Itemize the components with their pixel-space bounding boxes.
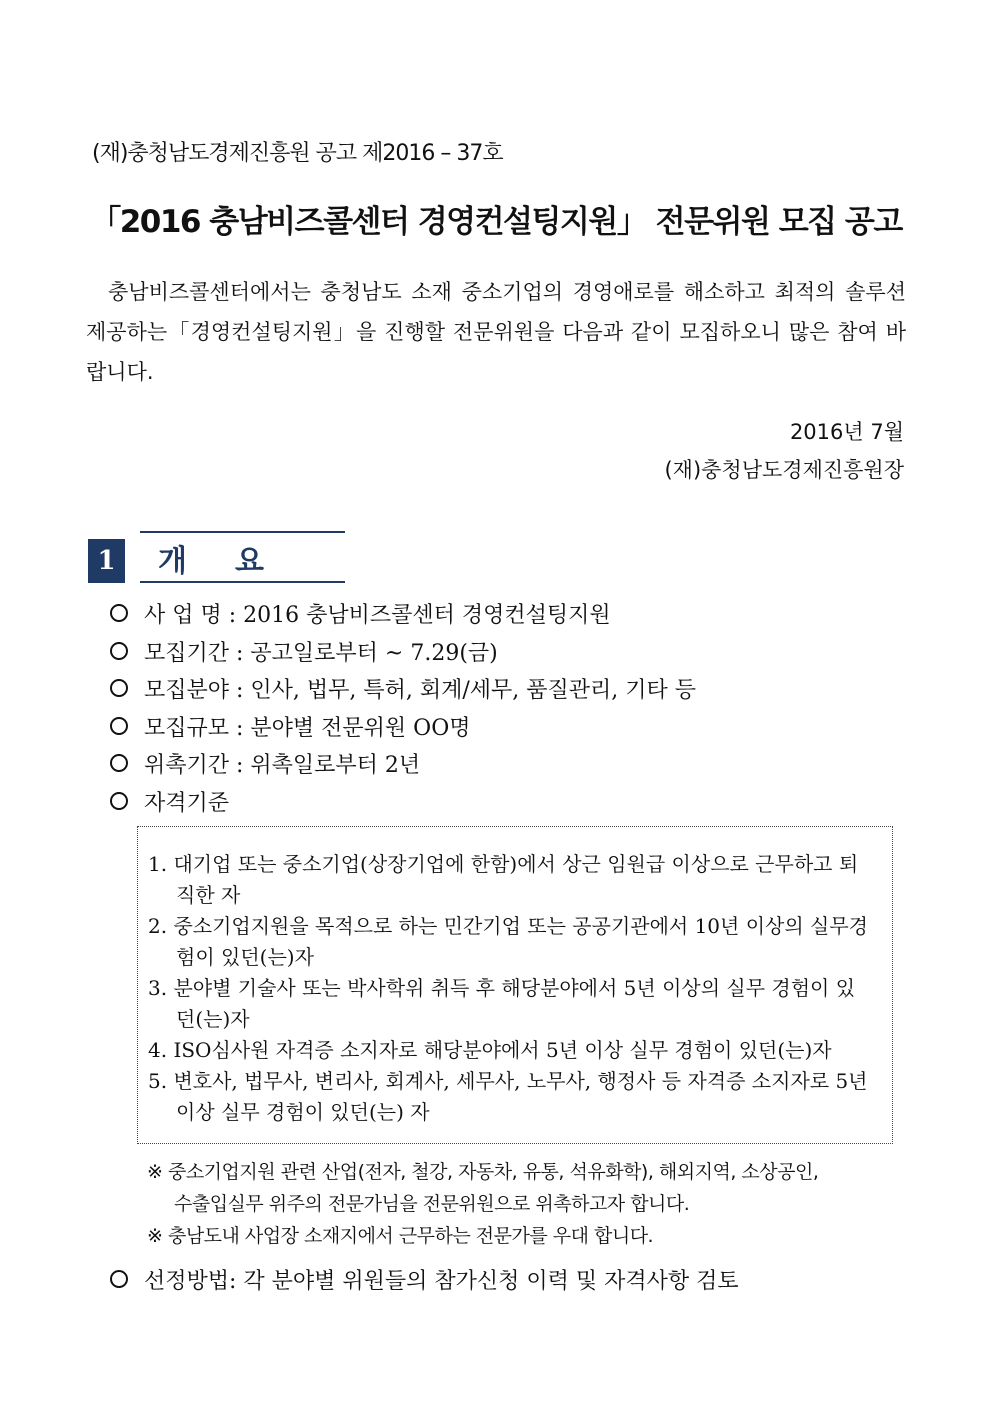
bullet-text: 모집분야 : 인사, 법무, 특허, 회계/세무, 품질관리, 기타 등 bbox=[144, 678, 697, 703]
circle-bullet-icon bbox=[110, 792, 128, 810]
note-line: ※ 중소기업지원 관련 산업(전자, 철강, 자동차, 유통, 석유화학), 해외지역, 소상공인, bbox=[147, 1161, 819, 1183]
criteria-item: 4. ISO심사원 자격증 소지자로 해당분야에서 5년 이상 실무 경험이 있던(는)자 bbox=[148, 1038, 832, 1062]
bullet-item-qualification bbox=[110, 786, 229, 817]
circle-bullet-icon bbox=[110, 1270, 128, 1288]
criteria-item: 5. 변호사, 법무사, 변리사, 회계사, 세무사, 노무사, 행정사 등 자격증 소지자로 5년 이상 실무 경험이 있던(는) 자 bbox=[148, 1069, 868, 1124]
criteria-item: 2. 중소기업지원을 목적으로 하는 민간기업 또는 공공기관에서 10년 이상의 실무경험이 있던(는)자 bbox=[148, 914, 868, 969]
bullet-text: 위촉기간 : 위촉일로부터 2년 bbox=[144, 753, 421, 778]
bullet-text: 사 업 명 : 2016 충남비즈콜센터 경영컨설팅지원 bbox=[144, 603, 611, 628]
qualification-criteria-list bbox=[148, 849, 868, 1128]
circle-bullet-icon bbox=[110, 679, 128, 697]
circle-bullet-icon bbox=[110, 717, 128, 735]
issuer-name: (재)충청남도경제진흥원장 bbox=[664, 458, 904, 482]
circle-bullet-icon bbox=[110, 642, 128, 660]
criteria-item: 1. 대기업 또는 중소기업(상장기업에 한함)에서 상근 임원급 이상으로 근무하고 퇴직한 자 bbox=[148, 852, 859, 907]
bullet-item-recruit-size bbox=[110, 711, 470, 742]
intro-paragraph: 충남비즈콜센터에서는 충청남도 소재 중소기업의 경영애로를 해소하고 최적의 솔루션 제공하는「경영컨설팅지원」을 진행할 전문위원을 다음과 같이 모집하오니 많은 참여 바랍니다. bbox=[86, 280, 906, 384]
section-heading bbox=[140, 531, 345, 583]
criteria-item: 3. 분야별 기술사 또는 박사학위 취득 후 해당분야에서 5년 이상의 실무 경험이 있던(는)자 bbox=[148, 976, 856, 1031]
issue-date: 2016년 7월 bbox=[789, 420, 904, 444]
circle-bullet-icon bbox=[110, 604, 128, 622]
section-number-badge: 1 bbox=[88, 539, 125, 583]
bullet-item-recruit-field bbox=[110, 673, 696, 704]
section-title: 개요 bbox=[158, 544, 312, 579]
note-line: 수출입실무 위주의 전문가님을 전문위원으로 위촉하고자 합니다. bbox=[174, 1193, 690, 1215]
circle-bullet-icon bbox=[110, 754, 128, 772]
bullet-item-selection-method bbox=[110, 1264, 739, 1295]
note-preferred-experts bbox=[147, 1156, 912, 1220]
document-title: 「2016 충남비즈콜센터 경영컨설팅지원」 전문위원 모집 공고 bbox=[90, 204, 902, 240]
bullet-text: 자격기준 bbox=[144, 791, 230, 816]
bullet-item-recruit-period bbox=[110, 636, 498, 667]
bullet-item-commission-period bbox=[110, 748, 420, 779]
note-local-preference: ※ 충남도내 사업장 소재지에서 근무하는 전문가를 우대 합니다. bbox=[147, 1225, 654, 1247]
bullet-text: 모집기간 : 공고일로부터 ~ 7.29(금) bbox=[144, 641, 498, 666]
bullet-item-business-name bbox=[110, 598, 611, 629]
bullet-text: 선정방법: 각 분야별 위원들의 참가신청 이력 및 자격사항 검토 bbox=[144, 1269, 739, 1294]
bullet-text: 모집규모 : 분야별 전문위원 OO명 bbox=[144, 716, 471, 741]
notice-number: (재)충청남도경제진흥원 공고 제2016 – 37호 bbox=[92, 141, 503, 166]
qualification-criteria-box bbox=[137, 826, 893, 1144]
